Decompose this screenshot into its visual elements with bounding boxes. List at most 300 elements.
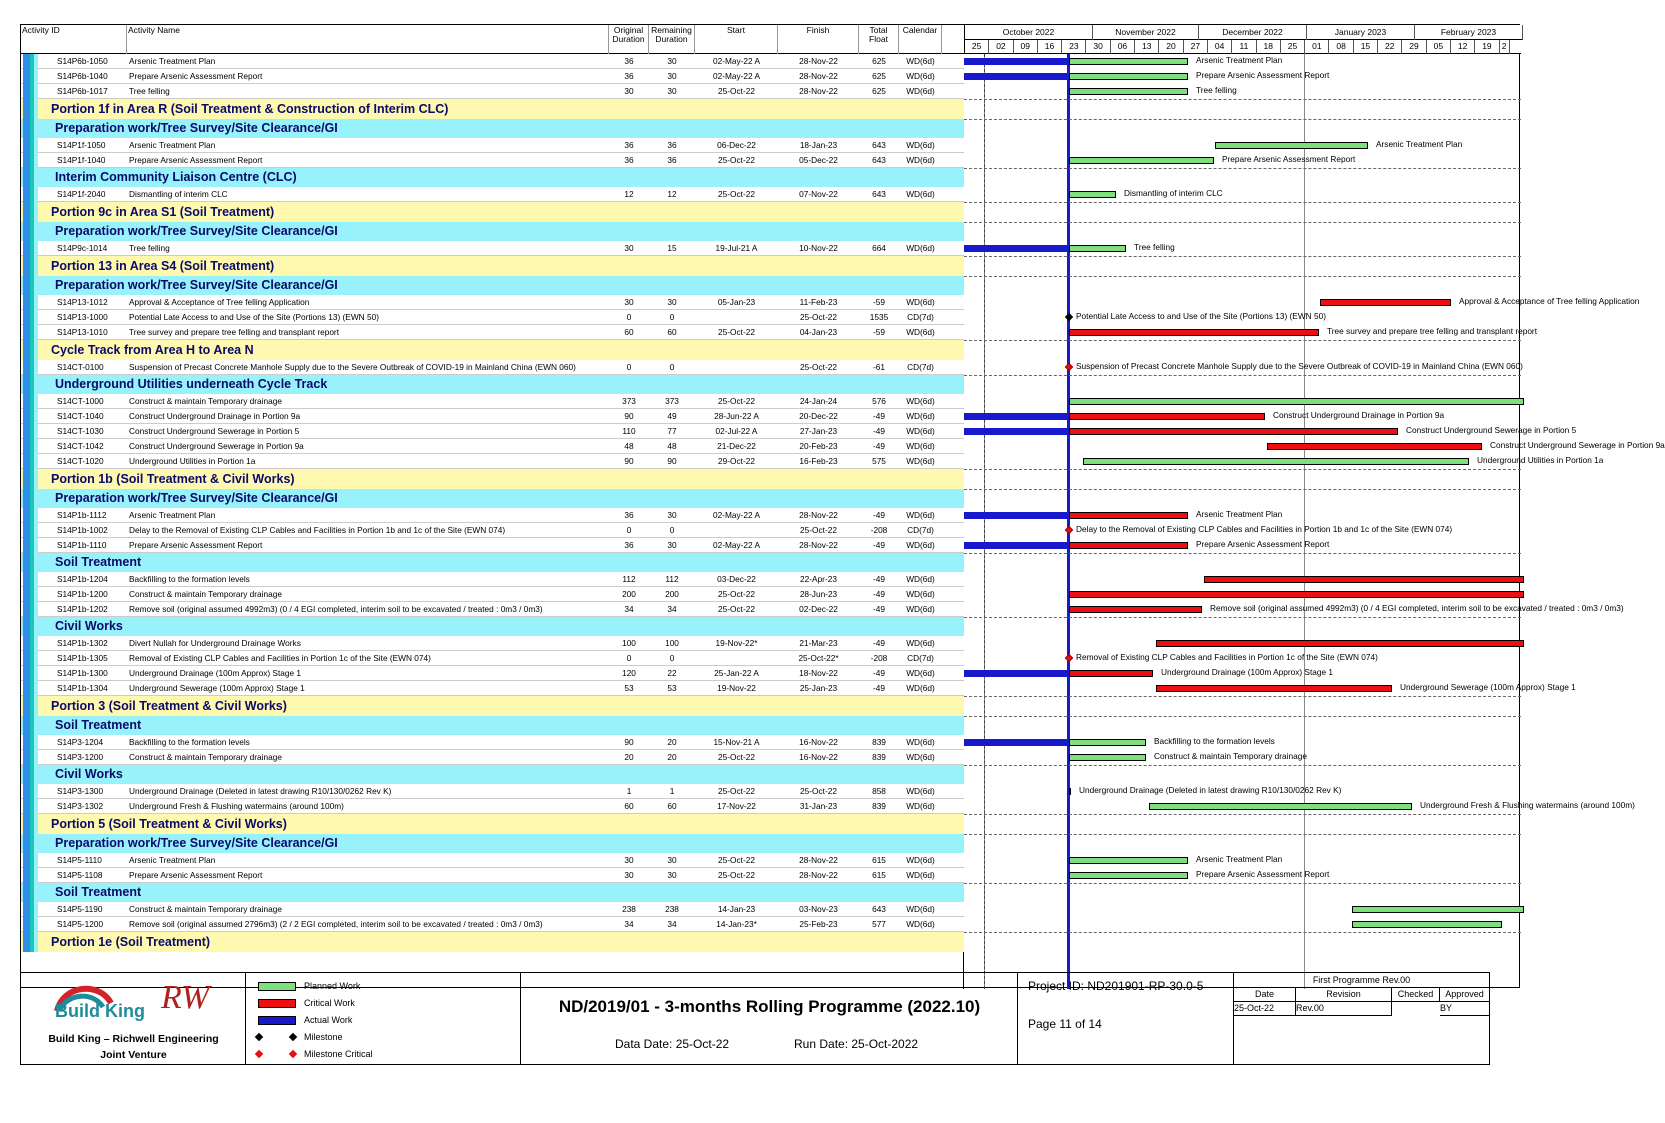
total-float: -49 (873, 441, 885, 451)
table-row[interactable] (21, 799, 964, 814)
gantt-row-separator (964, 202, 1521, 203)
activity-name: Remove soil (original assumed 4992m3) (0 / 4 EGI completed, interim soil to be excavated / treated : 0m3 / 0m3) (129, 604, 543, 614)
gantt-planned-bar (1069, 398, 1524, 405)
start-date: 15-Nov-21 A (713, 737, 760, 747)
gantt-actual-bar (964, 245, 1069, 252)
timeline-week: 16 (1038, 40, 1062, 54)
gantt-critical-bar (1069, 428, 1398, 435)
total-float: 839 (872, 801, 886, 811)
gantt-actual-bar (964, 413, 1069, 420)
finish-date: 21-Mar-23 (799, 638, 838, 648)
activity-id: S14P3-1302 (57, 801, 104, 811)
gantt-bar-label: Arsenic Treatment Plan (1376, 139, 1463, 149)
original-duration: 0 (626, 362, 632, 372)
calendar: WD(6d) (906, 801, 935, 811)
start-date: 25-Oct-22 (718, 189, 755, 199)
total-float: 664 (872, 243, 886, 253)
timeline-month: October 2022 (965, 25, 1093, 40)
revision-block (1234, 973, 1489, 1064)
activity-name: Underground Drainage (100m Approx) Stage 1 (129, 668, 302, 678)
finish-date: 28-Nov-22 (799, 71, 838, 81)
remaining-duration: 77 (667, 426, 677, 436)
timeline-week: 13 (1135, 40, 1159, 54)
calendar: CD(7d) (907, 525, 934, 535)
gantt-actual-bar (964, 542, 1069, 549)
schedule-sheet (20, 24, 1665, 988)
original-duration: 100 (622, 638, 636, 648)
original-duration: 0 (626, 525, 632, 535)
timeline-weeks (965, 40, 1523, 54)
table-row[interactable] (21, 424, 964, 439)
gantt-row-separator (964, 276, 1521, 277)
timeline-week: 08 (1330, 40, 1354, 54)
total-float: 575 (872, 456, 886, 466)
table-row[interactable] (21, 636, 964, 651)
table-row[interactable] (21, 750, 964, 765)
table-row[interactable] (21, 54, 964, 69)
remaining-duration: 30 (667, 540, 677, 550)
subsection-header: Preparation work/Tree Survey/Site Clearance/GI (21, 489, 964, 508)
gantt-planned-bar (1069, 739, 1146, 746)
table-row[interactable] (21, 138, 964, 153)
gantt-actual-bar (964, 428, 1069, 435)
total-float: 643 (872, 140, 886, 150)
activity-name: Remove soil (original assumed 2796m3) (2 / 2 EGI completed, interim soil to be excavated / treated : 0m3 / 0m3) (129, 919, 543, 929)
table-row[interactable] (21, 439, 964, 454)
activity-id: S14P1b-1302 (57, 638, 108, 648)
activity-name: Construct Underground Sewerage in Portion 9a (129, 441, 304, 451)
activity-id: S14CT-1042 (57, 441, 104, 451)
total-float: 625 (872, 86, 886, 96)
timeline-month: February 2023 (1415, 25, 1523, 40)
timeline-week: 05 (1427, 40, 1451, 54)
finish-date: 28-Nov-22 (799, 56, 838, 66)
report-title: ND/2019/01 - 3-months Rolling Programme (2022.10) (558, 997, 981, 1016)
data-date: Data Date: 25-Oct-22 (615, 1037, 730, 1051)
timeline-week: 25 (1281, 40, 1305, 54)
table-row[interactable] (21, 572, 964, 587)
activity-name: Delay to the Removal of Existing CLP Cables and Facilities in Portion 1b and 1c of the Site (EWN 074) (129, 525, 506, 535)
timeline-week: 23 (1062, 40, 1086, 54)
timeline-week: 12 (1451, 40, 1475, 54)
remaining-duration: 36 (667, 140, 677, 150)
calendar: WD(6d) (906, 71, 935, 81)
calendar: WD(6d) (906, 870, 935, 880)
remaining-duration: 30 (667, 510, 677, 520)
gantt-row-separator (964, 696, 1521, 697)
subsection-header: Preparation work/Tree Survey/Site Clearance/GI (21, 222, 964, 241)
original-duration: 1 (626, 786, 632, 796)
start-date: 05-Jan-23 (717, 297, 756, 307)
finish-date: 27-Jan-23 (799, 426, 838, 436)
activity-id: S14P1b-1200 (57, 589, 108, 599)
original-duration: 90 (624, 737, 634, 747)
page-footer (20, 972, 1490, 1065)
wbs-stripe (34, 54, 38, 952)
timeline-week: 22 (1378, 40, 1402, 54)
activity-id: S14CT-1020 (57, 456, 104, 466)
finish-date: 05-Dec-22 (799, 155, 838, 165)
gantt-bar-label: Tree felling (1196, 85, 1237, 95)
original-duration: 36 (624, 510, 634, 520)
gantt-actual-bar (964, 73, 1069, 80)
total-float: 643 (872, 189, 886, 199)
table-row[interactable] (21, 409, 964, 424)
start-date: 19-Jul-21 A (715, 243, 758, 253)
gantt-milestone-label: Delay to the Removal of Existing CLP Cables and Facilities in Portion 1b and 1c of the Site (EWN 074) (1076, 524, 1453, 534)
calendar: WD(6d) (906, 155, 935, 165)
calendar: WD(6d) (906, 189, 935, 199)
gantt-bar-label: Arsenic Treatment Plan (1196, 55, 1283, 65)
remaining-duration: 0 (669, 653, 675, 663)
activity-name: Potential Late Access to and Use of the Site (Portions 13) (EWN 50) (129, 312, 379, 322)
activity-id: S14P1b-1002 (57, 525, 108, 535)
subsection-header: Preparation work/Tree Survey/Site Clearance/GI (21, 834, 964, 853)
gantt-bar-label: Arsenic Treatment Plan (1196, 509, 1283, 519)
table-row[interactable] (21, 681, 964, 696)
timeline-month: January 2023 (1307, 25, 1415, 40)
calendar: WD(6d) (906, 140, 935, 150)
gantt-row-separator (964, 883, 1521, 884)
timeline-month: November 2022 (1093, 25, 1199, 40)
col-original-duration: Original Duration (609, 25, 649, 54)
original-duration: 48 (624, 441, 634, 451)
activity-id: S14P3-1300 (57, 786, 104, 796)
total-float: -59 (873, 297, 885, 307)
gantt-planned-bar (1083, 458, 1469, 465)
gantt-critical-bar (1069, 591, 1524, 598)
subsection-header: Soil Treatment (21, 883, 964, 902)
start-date: 02-May-22 A (712, 510, 761, 520)
original-duration: 120 (622, 668, 636, 678)
gantt-critical-bar (1069, 542, 1188, 549)
milestone-icon (255, 1033, 263, 1041)
table-row[interactable] (21, 651, 964, 666)
table-row[interactable] (21, 69, 964, 84)
col-calendar: Calendar (899, 25, 942, 54)
calendar: WD(6d) (906, 426, 935, 436)
table-row[interactable] (21, 784, 964, 799)
activity-name: Construct & maintain Temporary drainage (129, 396, 282, 406)
rev-checked (1392, 1001, 1440, 1002)
subsection-header: Soil Treatment (21, 716, 964, 735)
gantt-row-separator (964, 489, 1521, 490)
table-row[interactable] (21, 241, 964, 256)
table-row[interactable] (21, 917, 964, 932)
gantt-row-separator (964, 617, 1521, 618)
wbs-stripe (23, 54, 30, 952)
activity-name: Tree survey and prepare tree felling and transplant report (129, 327, 339, 337)
start-date: 06-Dec-22 (717, 140, 756, 150)
timeline-week: 18 (1257, 40, 1281, 54)
activity-name: Approval & Acceptance of Tree felling Application (129, 297, 310, 307)
section-header: Portion 1f in Area R (Soil Treatment & Construction of Interim CLC) (21, 99, 964, 119)
start-date: 03-Dec-22 (717, 574, 756, 584)
gantt-bar-label: Underground Fresh & Flushing watermains (around 100m) (1420, 800, 1635, 810)
table-row[interactable] (21, 666, 964, 681)
finish-date: 25-Jan-23 (799, 683, 838, 693)
calendar: WD(6d) (906, 604, 935, 614)
gantt-milestone-label: Suspension of Precast Concrete Manhole Supply due to the Severe Outbreak of COVID-19 in Mainland China (EWN 060) (1076, 361, 1523, 371)
activity-id: S14P5-1110 (57, 855, 102, 865)
finish-date: 28-Nov-22 (799, 86, 838, 96)
total-float: 615 (872, 855, 886, 865)
remaining-duration: 34 (667, 919, 677, 929)
rev-approved: BY (1440, 1001, 1489, 1016)
subsection-header: Civil Works (21, 765, 964, 784)
remaining-duration: 1 (669, 786, 675, 796)
table-row[interactable] (21, 187, 964, 202)
gantt-milestone-label: Potential Late Access to and Use of the Site (Portions 13) (EWN 50) (1076, 311, 1326, 321)
col-remaining-duration: Remaining Duration (649, 25, 695, 54)
table-row[interactable] (21, 454, 964, 469)
original-duration: 34 (624, 604, 634, 614)
remaining-duration: 238 (665, 904, 679, 914)
start-date: 29-Oct-22 (718, 456, 755, 466)
original-duration: 30 (624, 86, 634, 96)
table-row[interactable] (21, 868, 964, 883)
section-header: Portion 9c in Area S1 (Soil Treatment) (21, 202, 964, 222)
total-float: -208 (870, 525, 888, 535)
col-activity-name: Activity Name (127, 25, 609, 54)
timeline-week: 01 (1305, 40, 1329, 54)
legend-swatch (258, 999, 296, 1008)
gantt-bar-label: Construct Underground Sewerage in Portion 5 (1406, 425, 1577, 435)
section-header: Cycle Track from Area H to Area N (21, 340, 964, 360)
legend-swatch (258, 1016, 296, 1025)
project-id: Project ID: ND201901-RP-30.0-5 (1028, 979, 1204, 993)
gantt-bar-label: Remove soil (original assumed 4992m3) (0 / 4 EGI completed, interim soil to be excavated / treated : 0m3 / 0m3) (1210, 603, 1624, 613)
start-date: 28-Jun-22 A (714, 411, 759, 421)
total-float: 839 (872, 737, 886, 747)
total-float: -49 (873, 426, 885, 436)
remaining-duration: 60 (667, 801, 677, 811)
col-total-float: Total Float (859, 25, 899, 54)
gantt-planned-bar (1069, 58, 1188, 65)
finish-date: 18-Jan-23 (799, 140, 838, 150)
gantt-bar-label: Approval & Acceptance of Tree felling Application (1459, 296, 1640, 306)
table-row[interactable] (21, 523, 964, 538)
milestone-critical-icon (289, 1050, 297, 1058)
activity-id: S14P1b-1112 (57, 510, 107, 520)
calendar: WD(6d) (906, 668, 935, 678)
calendar: CD(7d) (907, 362, 934, 372)
finish-date: 28-Jun-23 (799, 589, 838, 599)
gantt-bar-label: Arsenic Treatment Plan (1196, 854, 1283, 864)
activity-name: Construct & maintain Temporary drainage (129, 904, 282, 914)
timeline-week: 25 (965, 40, 989, 54)
gantt-actual-bar (964, 58, 1069, 65)
gantt-critical-bar (1069, 413, 1265, 420)
original-duration: 30 (624, 297, 634, 307)
gantt-planned-bar (1069, 788, 1071, 795)
activity-id: S14P13-1000 (57, 312, 108, 322)
table-row[interactable] (21, 508, 964, 523)
original-duration: 36 (624, 56, 634, 66)
finish-date: 16-Nov-22 (799, 737, 838, 747)
table-row[interactable] (21, 360, 964, 375)
gantt-row-separator (964, 834, 1521, 835)
finish-date: 25-Oct-22 (800, 525, 837, 535)
gantt-actual-bar (964, 739, 1069, 746)
remaining-duration: 60 (667, 327, 677, 337)
table-row[interactable] (21, 602, 964, 617)
total-float: -49 (873, 574, 885, 584)
timeline-months (965, 25, 1523, 40)
activity-id: S14P1f-1050 (57, 140, 106, 150)
section-header: Portion 1b (Soil Treatment & Civil Works) (21, 469, 964, 489)
gantt-planned-bar (1069, 754, 1146, 761)
activity-name: Prepare Arsenic Assessment Report (129, 71, 263, 81)
activity-id: S14P3-1204 (57, 737, 104, 747)
total-float: -49 (873, 668, 885, 678)
activity-name: Tree felling (129, 243, 170, 253)
gantt-bar-label: Construct Underground Sewerage in Portion 9a (1490, 440, 1665, 450)
remaining-duration: 30 (667, 297, 677, 307)
activity-id: S14P1f-1040 (57, 155, 106, 165)
start-date: 25-Oct-22 (718, 604, 755, 614)
finish-date: 25-Oct-22 (800, 312, 837, 322)
gantt-bar-label: Tree survey and prepare tree felling and transplant report (1327, 326, 1537, 336)
rev-header-checked: Checked (1392, 987, 1440, 1002)
legend-label: Actual Work (304, 1015, 353, 1025)
table-row[interactable] (21, 538, 964, 553)
activity-name: Arsenic Treatment Plan (129, 855, 216, 865)
original-duration: 373 (622, 396, 636, 406)
calendar: WD(6d) (906, 396, 935, 406)
table-row[interactable] (21, 853, 964, 868)
table-row[interactable] (21, 394, 964, 409)
calendar: WD(6d) (906, 589, 935, 599)
remaining-duration: 373 (665, 396, 679, 406)
start-date: 25-Oct-22 (718, 870, 755, 880)
total-float: 839 (872, 752, 886, 762)
gantt-bar-label: Construct Underground Drainage in Portion 9a (1273, 410, 1445, 420)
gantt-planned-bar (1069, 872, 1188, 879)
gantt-critical-bar (1267, 443, 1482, 450)
section-header: Portion 3 (Soil Treatment & Civil Works) (21, 696, 964, 716)
activity-id: S14P6b-1017 (57, 86, 108, 96)
activity-id: S14P1b-1304 (57, 683, 108, 693)
remaining-duration: 34 (667, 604, 677, 614)
total-float: 625 (872, 71, 886, 81)
gantt-bar-label: Prepare Arsenic Assessment Report (1196, 869, 1330, 879)
gantt-critical-bar (1320, 299, 1451, 306)
finish-date: 20-Feb-23 (799, 441, 838, 451)
table-row[interactable] (21, 902, 964, 917)
remaining-duration: 0 (669, 362, 675, 372)
finish-date: 25-Oct-22 (800, 786, 837, 796)
remaining-duration: 30 (667, 71, 677, 81)
total-float: -49 (873, 540, 885, 550)
activity-name: Dismantling of interim CLC (129, 189, 228, 199)
activity-id: S14P1b-1202 (57, 604, 108, 614)
timeline-week: 15 (1354, 40, 1378, 54)
finish-date: 10-Nov-22 (799, 243, 838, 253)
timeline-week: 09 (1014, 40, 1038, 54)
calendar: WD(6d) (906, 919, 935, 929)
gantt-row-separator (964, 932, 1521, 933)
table-row[interactable] (21, 587, 964, 602)
revision-title: First Programme Rev.00 (1234, 973, 1489, 988)
original-duration: 60 (624, 801, 634, 811)
activity-name: Construct & maintain Temporary drainage (129, 589, 282, 599)
legend-label: Critical Work (304, 998, 355, 1008)
finish-date: 22-Apr-23 (800, 574, 837, 584)
gantt-critical-bar (1069, 329, 1319, 336)
remaining-duration: 90 (667, 456, 677, 466)
gantt-bar-label: Underground Sewerage (100m Approx) Stage 1 (1400, 682, 1576, 692)
timeline-week: 20 (1159, 40, 1183, 54)
legend-label: Planned Work (304, 981, 361, 991)
timeline-week: 06 (1111, 40, 1135, 54)
original-duration: 30 (624, 855, 634, 865)
timeline-week: 11 (1232, 40, 1256, 54)
original-duration: 53 (624, 683, 634, 693)
original-duration: 238 (622, 904, 636, 914)
total-float: -61 (873, 362, 885, 372)
rev-header-date: Date (1234, 987, 1296, 1002)
total-float: 576 (872, 396, 886, 406)
activity-id: S14P5-1200 (57, 919, 104, 929)
timeline-header (964, 25, 1521, 54)
activity-name: Backfilling to the formation levels (129, 737, 250, 747)
subsection-header: Preparation work/Tree Survey/Site Clearance/GI (21, 119, 964, 138)
subsection-header: Preparation work/Tree Survey/Site Clearance/GI (21, 276, 964, 295)
start-date: 25-Oct-22 (718, 155, 755, 165)
gantt-planned-bar (1069, 88, 1188, 95)
gantt-critical-bar (1204, 576, 1524, 583)
finish-date: 04-Jan-23 (799, 327, 838, 337)
start-date: 25-Oct-22 (718, 752, 755, 762)
activity-id: S14P13-1010 (57, 327, 108, 337)
table-row[interactable] (21, 325, 964, 340)
gantt-bar-label: Prepare Arsenic Assessment Report (1196, 70, 1330, 80)
remaining-duration: 36 (667, 155, 677, 165)
calendar: WD(6d) (906, 638, 935, 648)
subsection-header: Interim Community Liaison Centre (CLC) (21, 168, 964, 187)
finish-date: 24-Jan-24 (799, 396, 838, 406)
activity-name: Construct Underground Sewerage in Portion 5 (129, 426, 300, 436)
section-header: Portion 1e (Soil Treatment) (21, 932, 964, 952)
start-date: 21-Dec-22 (717, 441, 756, 451)
total-float: -208 (870, 653, 888, 663)
timeline-week: 02 (989, 40, 1013, 54)
activity-id: S14P3-1200 (57, 752, 104, 762)
activity-name: Arsenic Treatment Plan (129, 510, 216, 520)
original-duration: 36 (624, 140, 634, 150)
gantt-planned-bar (1215, 142, 1368, 149)
remaining-duration: 48 (667, 441, 677, 451)
finish-date: 28-Nov-22 (799, 855, 838, 865)
activity-name: Prepare Arsenic Assessment Report (129, 870, 263, 880)
table-row[interactable] (21, 735, 964, 750)
gantt-actual-bar (964, 512, 1069, 519)
legend-label: Milestone Critical (304, 1049, 373, 1059)
original-duration: 0 (626, 653, 632, 663)
activity-id: S14P5-1108 (57, 870, 103, 880)
gantt-critical-bar (1069, 512, 1188, 519)
start-date: 25-Oct-22 (718, 786, 755, 796)
activity-name: Suspension of Precast Concrete Manhole Supply due to the Severe Outbreak of COVID-19 in Mainland China (EWN 060) (129, 362, 576, 372)
table-row[interactable] (21, 310, 964, 325)
subsection-header: Civil Works (21, 617, 964, 636)
table-row[interactable] (21, 295, 964, 310)
gantt-bar-label: Underground Utilities in Portion 1a (1477, 455, 1604, 465)
table-row[interactable] (21, 84, 964, 99)
total-float: 625 (872, 56, 886, 66)
table-row[interactable] (21, 153, 964, 168)
